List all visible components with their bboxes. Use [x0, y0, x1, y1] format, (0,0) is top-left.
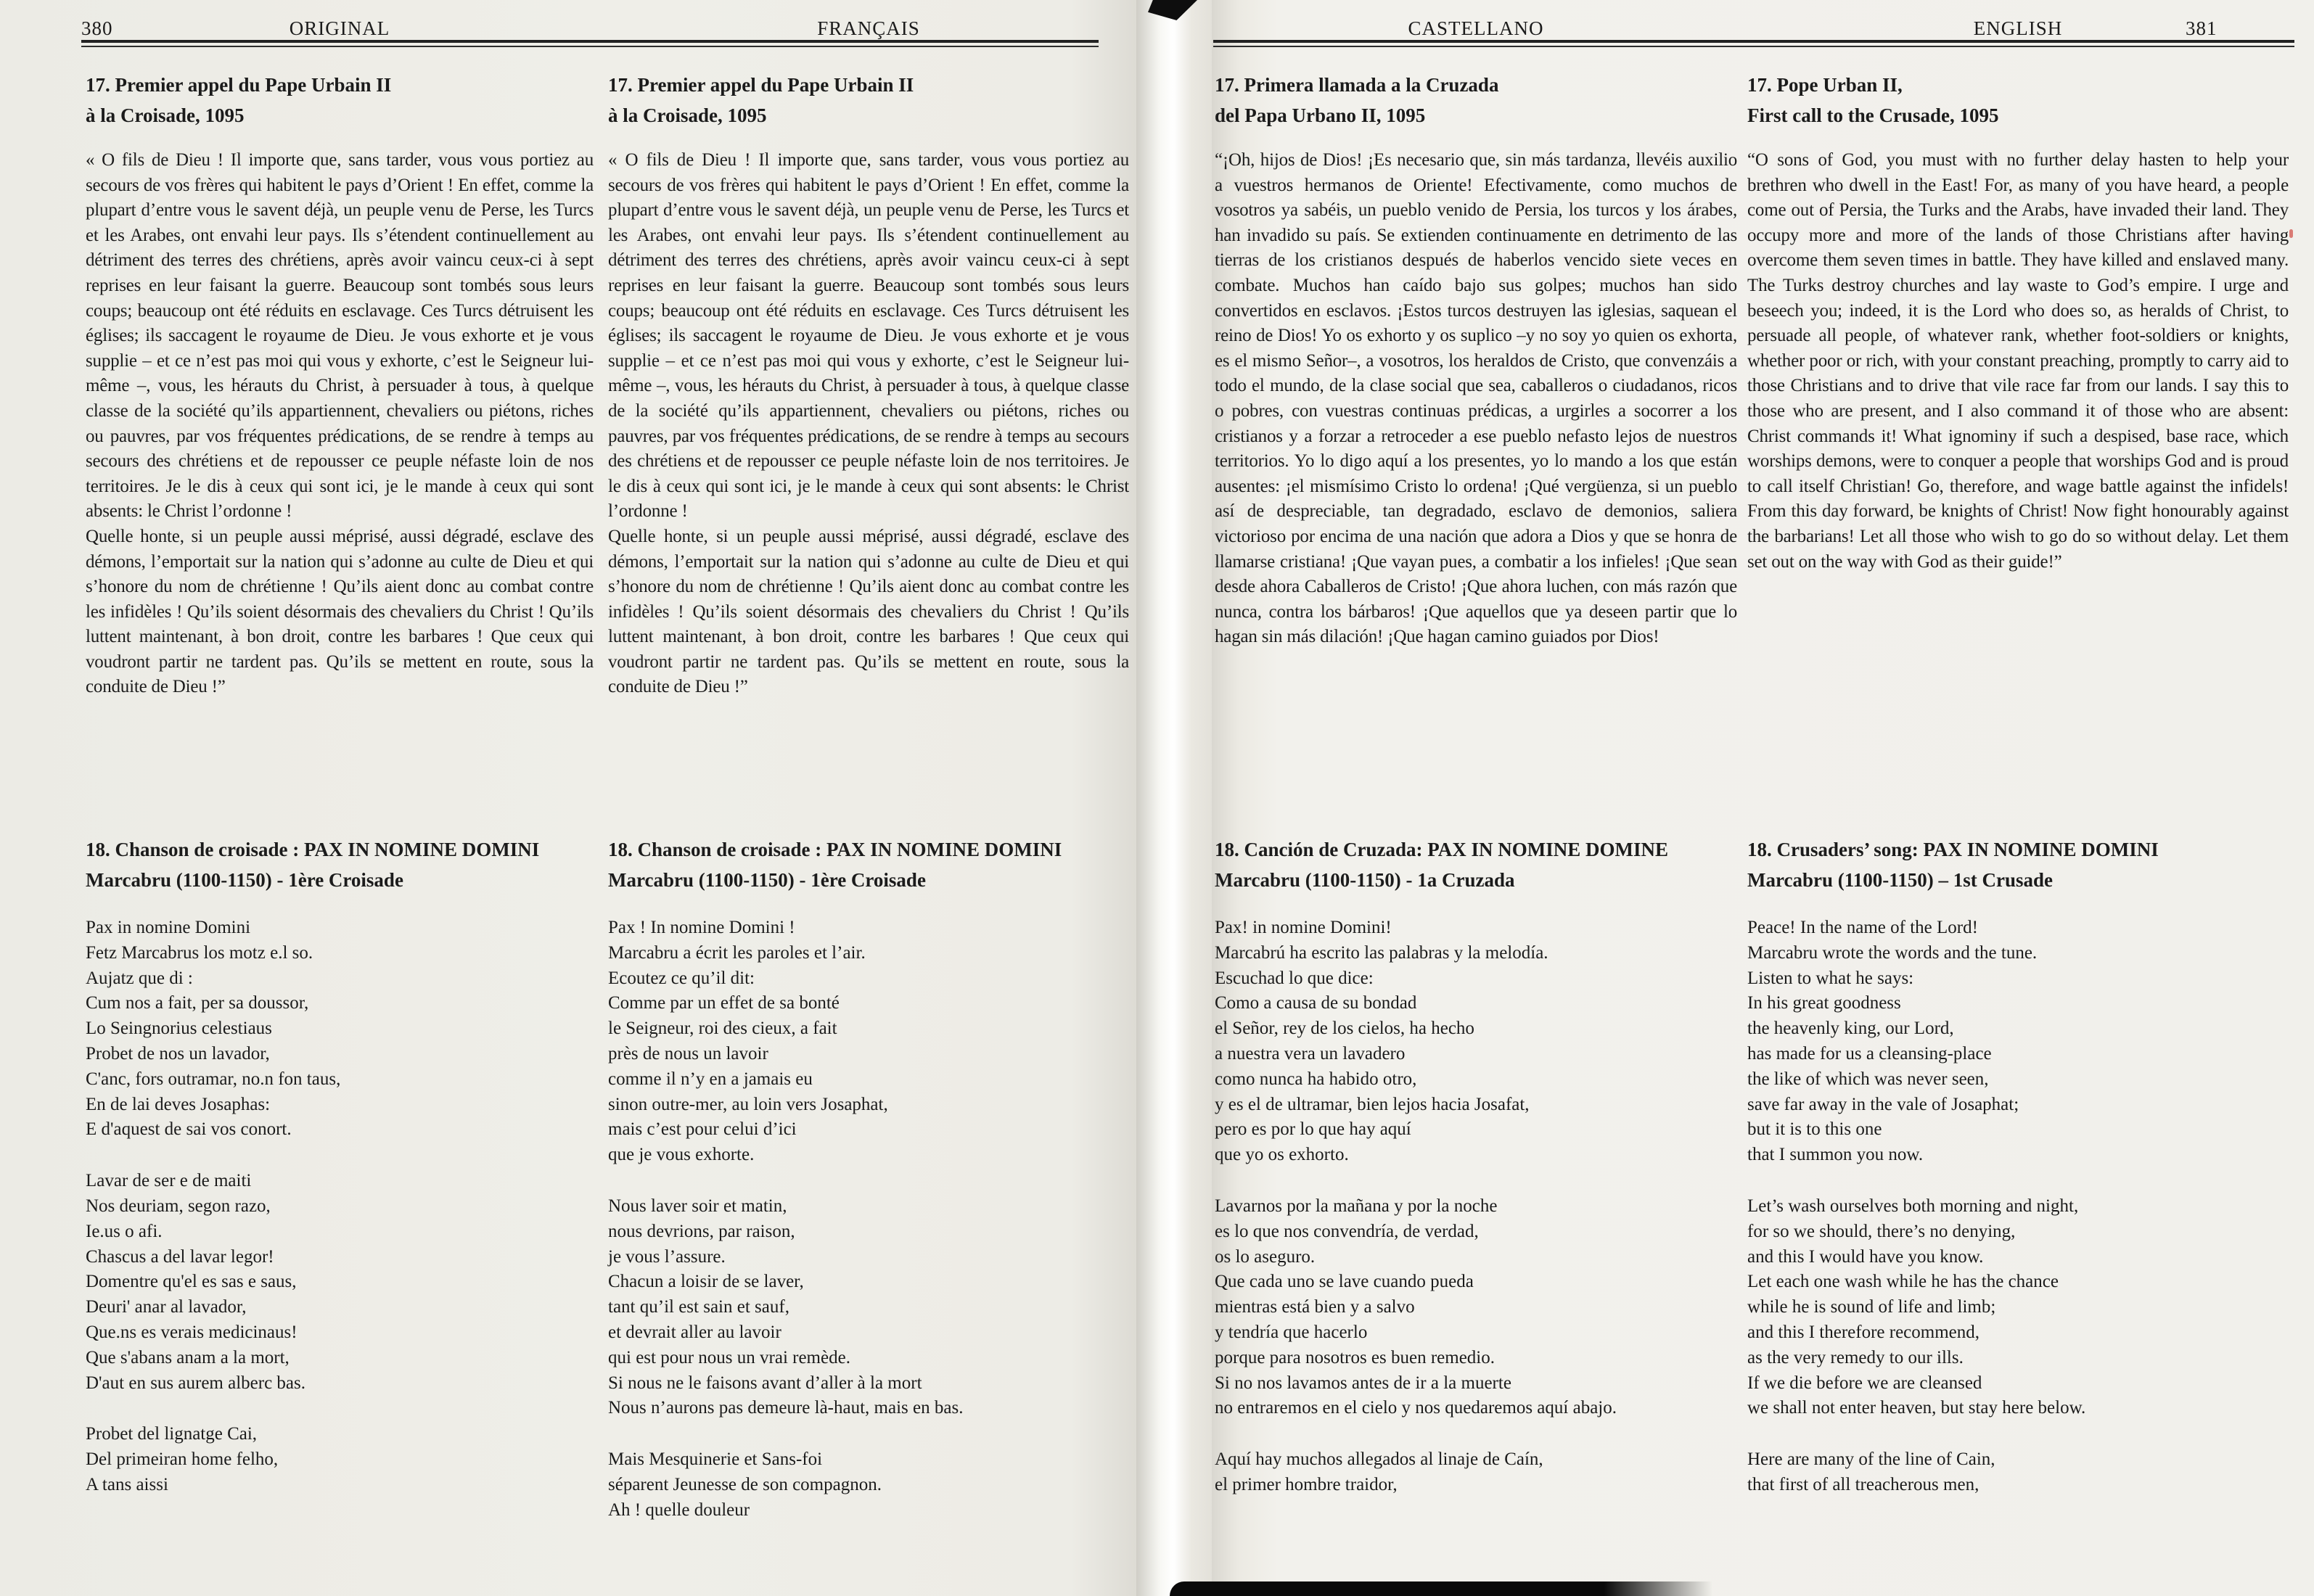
poem-stanza [1215, 1447, 1737, 1498]
poem-line: Aujatz que di : [86, 968, 193, 988]
text-line: Marcabru (1100-1150) - 1ère Croisade [86, 869, 403, 891]
poem-line: that I summon you now. [1747, 1145, 1924, 1165]
paragraph: « O fils de Dieu ! Il importe que, sans tarder, vous vous portiez au secours de vos frères qui habitent le pays d’Orient ! En effet, comme la plupart d’entre vous le savent déjà, un peuple venu de Perse, les Turcs et les Arabes, ont envahi leur pays. Ils s’étendent continuellement au détriment des terres des chrétiens, après avoir vaincu ceux-ci à sept reprises en leur faisant la guerre. Beaucoup sont tombés sous leurs coups; beaucoup ont été réduits en esclavage. Ces Turcs détruisent les églises; ils saccagent le royaume de Dieu. Je vous exhorte et je vous supplie – et ce n’est pas moi qui vous y exhorte, c’est le Seigneur lui-même –, vous, les hérauts du Christ, à persuader à tous, à quelque classe de la société qu’ils appartiennent, chevaliers ou piétons, riches ou pauvres, par vos fréquentes prédications, de se rendre à temps au secours des chrétiens et de repousser ce peuple néfaste loin de nos territoires. Je le dis à ceux qui sont ici, je le mande à ceux qui sont absents: le Christ l’ordonne ! [608, 150, 1129, 522]
poem-line: Aquí hay muchos allegados al linaje de Caín, [1215, 1449, 1543, 1470]
section-18-heading [608, 834, 1129, 895]
poem-line: qui est pour nous un vrai remède. [608, 1347, 850, 1367]
poem-line: for so we should, there’s no denying, [1747, 1221, 2016, 1241]
spine-shadow-bottom [1170, 1581, 1712, 1596]
poem-line: Peace! In the name of the Lord! [1747, 918, 1978, 937]
poem-stanza [1747, 1447, 2289, 1498]
section-18-heading [86, 834, 594, 895]
poem-stanza [1747, 1194, 2289, 1421]
poem-line: Si nous ne le faisons avant d’aller à la mort [608, 1373, 922, 1393]
poem-line: as the very remedy to our ills. [1747, 1347, 1964, 1367]
poem-stanza [1747, 916, 2289, 1168]
poem-line: Pax! in nomine Domini! [1215, 918, 1392, 937]
header-rule-left [81, 40, 1099, 47]
poem-line: Que cada uno se lave cuando pueda [1215, 1272, 1474, 1292]
text-line: à la Croisade, 1095 [86, 104, 245, 126]
poem-stanza [86, 1422, 594, 1497]
column-header-francais: FRANÇAIS [817, 17, 920, 39]
poem-line: and this I would have you know. [1747, 1246, 1984, 1267]
poem-line: Let’s wash ourselves both morning and night, [1747, 1196, 2079, 1216]
page-number-left: 380 [81, 17, 113, 39]
poem-english [1747, 916, 2289, 1498]
text-line: 18. Crusaders’ song: PAX IN NOMINE DOMINI [1747, 839, 2159, 860]
text-line: del Papa Urbano II, 1095 [1215, 104, 1426, 126]
poem-line: pero es por lo que hay aquí [1215, 1119, 1411, 1140]
text-line: 17. Premier appel du Pape Urbain II [86, 74, 392, 96]
poem-line: como nunca ha habido otro, [1215, 1069, 1417, 1089]
text-line: à la Croisade, 1095 [608, 104, 767, 126]
original-section-17 [86, 70, 594, 700]
section-17-heading [608, 70, 1129, 131]
poem-line: C'anc, fors outramar, no.n fon taus, [86, 1069, 341, 1089]
column-header-original: ORIGINAL [289, 17, 390, 39]
text-line: First call to the Crusade, 1095 [1747, 104, 1999, 126]
poem-line: mais c’est pour celui d’ici [608, 1119, 797, 1140]
poem-line: Chacun a loisir de se laver, [608, 1272, 804, 1292]
poem-line: es lo que nos convendría, de verdad, [1215, 1221, 1479, 1241]
text-line: 18. Chanson de croisade : PAX IN NOMINE DOMINI [608, 839, 1062, 860]
poem-line: porque para nosotros es buen remedio. [1215, 1347, 1495, 1367]
poem-line: Escuchad lo que dice: [1215, 968, 1374, 988]
poem-line: Lavar de ser e de maiti [86, 1171, 252, 1191]
section-17-text [1747, 148, 2289, 575]
poem-line: Pax in nomine Domini [86, 918, 251, 937]
poem-stanza [86, 1169, 594, 1396]
column-header-castellano: CASTELLANO [1408, 17, 1544, 39]
poem-line: le Seigneur, roi des cieux, a fait [608, 1019, 837, 1039]
francais-section-17 [608, 70, 1129, 700]
poem-line: Chascus a del lavar legor! [86, 1246, 274, 1267]
poem-line: Lo Seingnorius celestiaus [86, 1019, 272, 1039]
poem-line: Ah ! quelle douleur [608, 1500, 750, 1520]
section-17-heading [1215, 70, 1737, 131]
poem-line: save far away in the vale of Josaphat; [1747, 1094, 2019, 1114]
poem-line: Deuri' anar al lavador, [86, 1297, 247, 1317]
english-section-17 [1747, 70, 2289, 575]
poem-stanza [86, 916, 594, 1143]
section-17-heading [1747, 70, 2289, 131]
poem-line: mientras está bien y a salvo [1215, 1297, 1415, 1317]
poem-line: E d'aquest de sai vos conort. [86, 1119, 292, 1140]
poem-line: we shall not enter heaven, but stay here below. [1747, 1398, 2086, 1418]
poem-line: Domentre qu'el es sas e saus, [86, 1272, 297, 1292]
column-header-english: ENGLISH [1973, 17, 2063, 39]
poem-line: Del primeiran home felho, [86, 1449, 279, 1470]
text-line: 17. Primera llamada a la Cruzada [1215, 74, 1499, 96]
poem-line: Probet del lignatge Cai, [86, 1424, 258, 1444]
paragraph: « O fils de Dieu ! Il importe que, sans tarder, vous vous portiez au secours de vos frères qui habitent le pays d’Orient ! En effet, comme la plupart d’entre vous le savent déjà, un peuple venu de Perse, les Turcs et les Arabes, ont envahi leur pays. Ils s’étendent continuellement au détriment des terres des chrétiens, après avoir vaincu ceux-ci à sept reprises en leur faisant la guerre. Beaucoup sont tombés sous leurs coups; beaucoup ont été réduits en esclavage. Ces Turcs détruisent les églises; ils saccagent le royaume de Dieu. Je vous exhorte et je vous supplie – et ce n’est pas moi qui vous y exhorte, c’est le Seigneur lui-même –, vous, les hérauts du Christ, à persuader à tous, à quelque classe de la société qu’ils appartiennent, chevaliers ou piétons, riches ou pauvres, par vos fréquentes prédications, de se rendre à temps au secours des chrétiens et de repousser ce peuple néfaste loin de nos territoires. Je le dis à ceux qui sont ici, je le mande à ceux qui sont absents: le Christ l’ordonne ! [86, 150, 594, 522]
poem-line: Que s'abans anam a la mort, [86, 1347, 290, 1367]
text-line: Marcabru (1100-1150) - 1a Cruzada [1215, 869, 1515, 891]
poem-line: Comme par un effet de sa bonté [608, 993, 840, 1013]
poem-line: Pax ! In nomine Domini ! [608, 918, 795, 937]
poem-line: et devrait aller au lavoir [608, 1322, 781, 1342]
poem-line: y es el de ultramar, bien lejos hacia Josafat, [1215, 1094, 1530, 1114]
paragraph: “¡Oh, hijos de Dios! ¡Es necesario que, sin más tardanza, llevéis auxilio a vuestros hermanos de Oriente! Efectivamente, como muchos de vosotros ya sabéis, un pueblo venido de Persia, los turcos y los árabes, han invadido su país. Se extienden continuamente en detrimento de las tierras de los cristianos después de haberlos vencido siete veces en combate. Muchos han caído bajo sus golpes; muchos han sido convertidos en esclavos. ¡Estos turcos destruyen las iglesias, saquean el reino de Dios! Yo os exhorto y os suplico –y no soy yo quien os exhorta, es el mismo Señor–, a vosotros, los heraldos de Cristo, que convenzáis a todo el mundo, de la clase social que sea, caballeros o ciudadanos, ricos o pobres, con vuestras continuas prédicas, a urgirles a socorrer a los cristianos y a forzar a retroceder a ese pueblo nefasto lejos de nuestros territorios. Yo lo digo aquí a los presentes, yo lo mando a los que están ausentes: ¡el mismísimo Cristo lo ordena! ¡Qué vergüenza, si un pueblo así de despreciable, tan degradado, esclavo de demonios, saliera victorioso por encima de una nación que adora a Dios y que se honra de llamarse cristiana! ¡Que vayan pues, a combatir a los infieles! ¡Que sean desde ahora Caballeros de Cristo! ¡Que ahora luchen, con más razón que nunca, contra los bárbaros! ¡Que aquellos que ya deseen partir que lo hagan sin más dilación! ¡Que hagan camino guiados por Dios! [1215, 150, 1737, 647]
poem-line: Marcabru a écrit les paroles et l’air. [608, 942, 866, 963]
poem-line: no entraremos en el cielo y nos quedaremos aquí abajo. [1215, 1398, 1617, 1418]
poem-line: comme il n’y en a jamais eu [608, 1069, 813, 1089]
page-edge-speck [2289, 229, 2293, 238]
poem-line: Fetz Marcabrus los motz e.l so. [86, 942, 313, 963]
text-line: Marcabru (1100-1150) – 1st Crusade [1747, 869, 2053, 891]
book-spine [1136, 0, 1213, 1596]
poem-line: Here are many of the line of Cain, [1747, 1449, 1995, 1470]
poem-line: je vous l’assure. [608, 1246, 726, 1267]
poem-line: the heavenly king, our Lord, [1747, 1019, 1954, 1039]
poem-line: but it is to this one [1747, 1119, 1882, 1140]
poem-stanza [608, 1447, 1129, 1523]
poem-line: el primer hombre traidor, [1215, 1474, 1398, 1494]
poem-line: Como a causa de su bondad [1215, 993, 1417, 1013]
poem-line: que yo os exhorto. [1215, 1145, 1349, 1165]
poem-line: In his great goodness [1747, 993, 1901, 1013]
poem-stanza [608, 1194, 1129, 1421]
poem-line: the like of which was never seen, [1747, 1069, 1989, 1089]
poem-line: Nous n’aurons pas demeure là-haut, mais en bas. [608, 1398, 964, 1418]
poem-line: If we die before we are cleansed [1747, 1373, 1982, 1393]
poem-line: En de lai deves Josaphas: [86, 1094, 271, 1114]
poem-line: Mais Mesquinerie et Sans-foi [608, 1449, 823, 1470]
poem-line: Listen to what he says: [1747, 968, 1914, 988]
poem-line: Marcabru wrote the words and the tune. [1747, 942, 2038, 963]
poem-stanza [1215, 1194, 1737, 1421]
poem-line: a nuestra vera un lavadero [1215, 1043, 1406, 1064]
text-line: 17. Pope Urban II, [1747, 74, 1903, 96]
header-rule-right [1213, 40, 2294, 47]
text-line: 17. Premier appel du Pape Urbain II [608, 74, 914, 96]
poem-occitan [86, 916, 594, 1498]
poem-line: A tans aissi [86, 1474, 168, 1494]
poem-line: que je vous exhorte. [608, 1145, 755, 1165]
poem-line: Ecoutez ce qu’il dit: [608, 968, 755, 988]
poem-stanza [608, 916, 1129, 1168]
poem-line: Nos deuriam, segon razo, [86, 1196, 271, 1216]
poem-line: Cum nos a fait, per sa doussor, [86, 993, 309, 1013]
poem-line: Let each one wash while he has the chance [1747, 1272, 2059, 1292]
page-number-right: 381 [2186, 17, 2217, 39]
poem-line: os lo aseguro. [1215, 1246, 1316, 1267]
francais-section-18 [608, 834, 1129, 1550]
poem-french [608, 916, 1129, 1523]
poem-stanza [1215, 916, 1737, 1168]
poem-line: that first of all treacherous men, [1747, 1474, 1979, 1494]
poem-line: y tendría que hacerlo [1215, 1322, 1368, 1342]
poem-line: nous devrions, par raison, [608, 1221, 795, 1241]
poem-line: près de nous un lavoir [608, 1043, 768, 1064]
english-section-18 [1747, 834, 2289, 1524]
poem-line: el Señor, rey de los cielos, ha hecho [1215, 1019, 1474, 1039]
poem-line: and this I therefore recommend, [1747, 1322, 1980, 1342]
poem-line: séparent Jeunesse de son compagnon. [608, 1474, 882, 1494]
section-18-heading [1747, 834, 2289, 895]
section-17-text [608, 148, 1129, 700]
poem-line: Marcabrú ha escrito las palabras y la melodía. [1215, 942, 1548, 963]
poem-spanish [1215, 916, 1737, 1498]
text-line: Marcabru (1100-1150) - 1ère Croisade [608, 869, 926, 891]
poem-line: Nous laver soir et matin, [608, 1196, 787, 1216]
paragraph: “O sons of God, you must with no further delay hasten to help your brethren who dwell in the East! For, as many of you have heard, a people come out of Persia, the Turks and the Arabs, have invaded their land. They occupy more and more of the lands of those Christians after having overcome them seven times in battle. They have killed and enslaved many. The Turks destroy churches and lay waste to God’s empire. I urge and beseech you; indeed, it is the Lord who does so, as heralds of Christ, to persuade all people, of whatever rank, whether foot-soldiers or knights, whether poor or rich, with your constant preaching, promptly to carry aid to those Christians and to drive that vile race far from our lands. I say this to those who are present, and I also command it of those who are absent: Christ commands it! What ignominy if such a despised, base race, which worships demons, were to conquer a people that worships God and is proud to call itself Christian! Go, therefore, and wage battle against the infidels! From this day forward, be knights of Christ! Now fight honourably against the barbarians! Let all those who wish to go do so without delay. Let them set out on the way with God as their guide!” [1747, 150, 2289, 572]
poem-line: D'aut en sus aurem alberc bas. [86, 1373, 306, 1393]
section-17-text [86, 148, 594, 700]
poem-line: has made for us a cleansing-place [1747, 1043, 1992, 1064]
text-line: 18. Canción de Cruzada: PAX IN NOMINE DOMINE [1215, 839, 1668, 860]
section-17-text [1215, 148, 1737, 650]
poem-line: Lavarnos por la mañana y por la noche [1215, 1196, 1498, 1216]
text-line: 18. Chanson de croisade : PAX IN NOMINE DOMINI [86, 839, 540, 860]
castellano-section-18 [1215, 834, 1737, 1524]
castellano-section-17 [1215, 70, 1737, 650]
poem-line: sinon outre-mer, au loin vers Josaphat, [608, 1094, 888, 1114]
poem-line: Que.ns es verais medicinaus! [86, 1322, 298, 1342]
section-17-heading [86, 70, 594, 131]
section-18-heading [1215, 834, 1737, 895]
paragraph: Quelle honte, si un peuple aussi méprisé, aussi dégradé, esclave des démons, l’emportait sur la nation qui s’adonne au culte de Dieu et qui s’honore du nom de chrétienne ! Qu’ils aient donc au combat contre les infidèles ! Qu’ils soient désormais des chevaliers du Christ ! Qu’ils luttent maintenant, à bon droit, contre les barbares ! Que ceux qui voudront partir ne tardent pas. Qu’ils se mettent en route, sous la conduite de Dieu !” [86, 526, 594, 697]
poem-line: Ie.us o afi. [86, 1221, 163, 1241]
poem-line: Si no nos lavamos antes de ir a la muerte [1215, 1373, 1511, 1393]
paragraph: Quelle honte, si un peuple aussi méprisé, aussi dégradé, esclave des démons, l’emportait sur la nation qui s’adonne au culte de Dieu et qui s’honore du nom de chrétienne ! Qu’ils aient donc au combat contre les infidèles ! Qu’ils soient désormais des chevaliers du Christ ! Qu’ils luttent maintenant, à bon droit, contre les barbares ! Que ceux qui voudront partir ne tardent pas. Qu’ils se mettent en route, sous la conduite de Dieu !” [608, 526, 1129, 697]
poem-line: tant qu’il est sain et sauf, [608, 1297, 789, 1317]
poem-line: while he is sound of life and limb; [1747, 1297, 1996, 1317]
original-section-18 [86, 834, 594, 1524]
poem-line: Probet de nos un lavador, [86, 1043, 270, 1064]
